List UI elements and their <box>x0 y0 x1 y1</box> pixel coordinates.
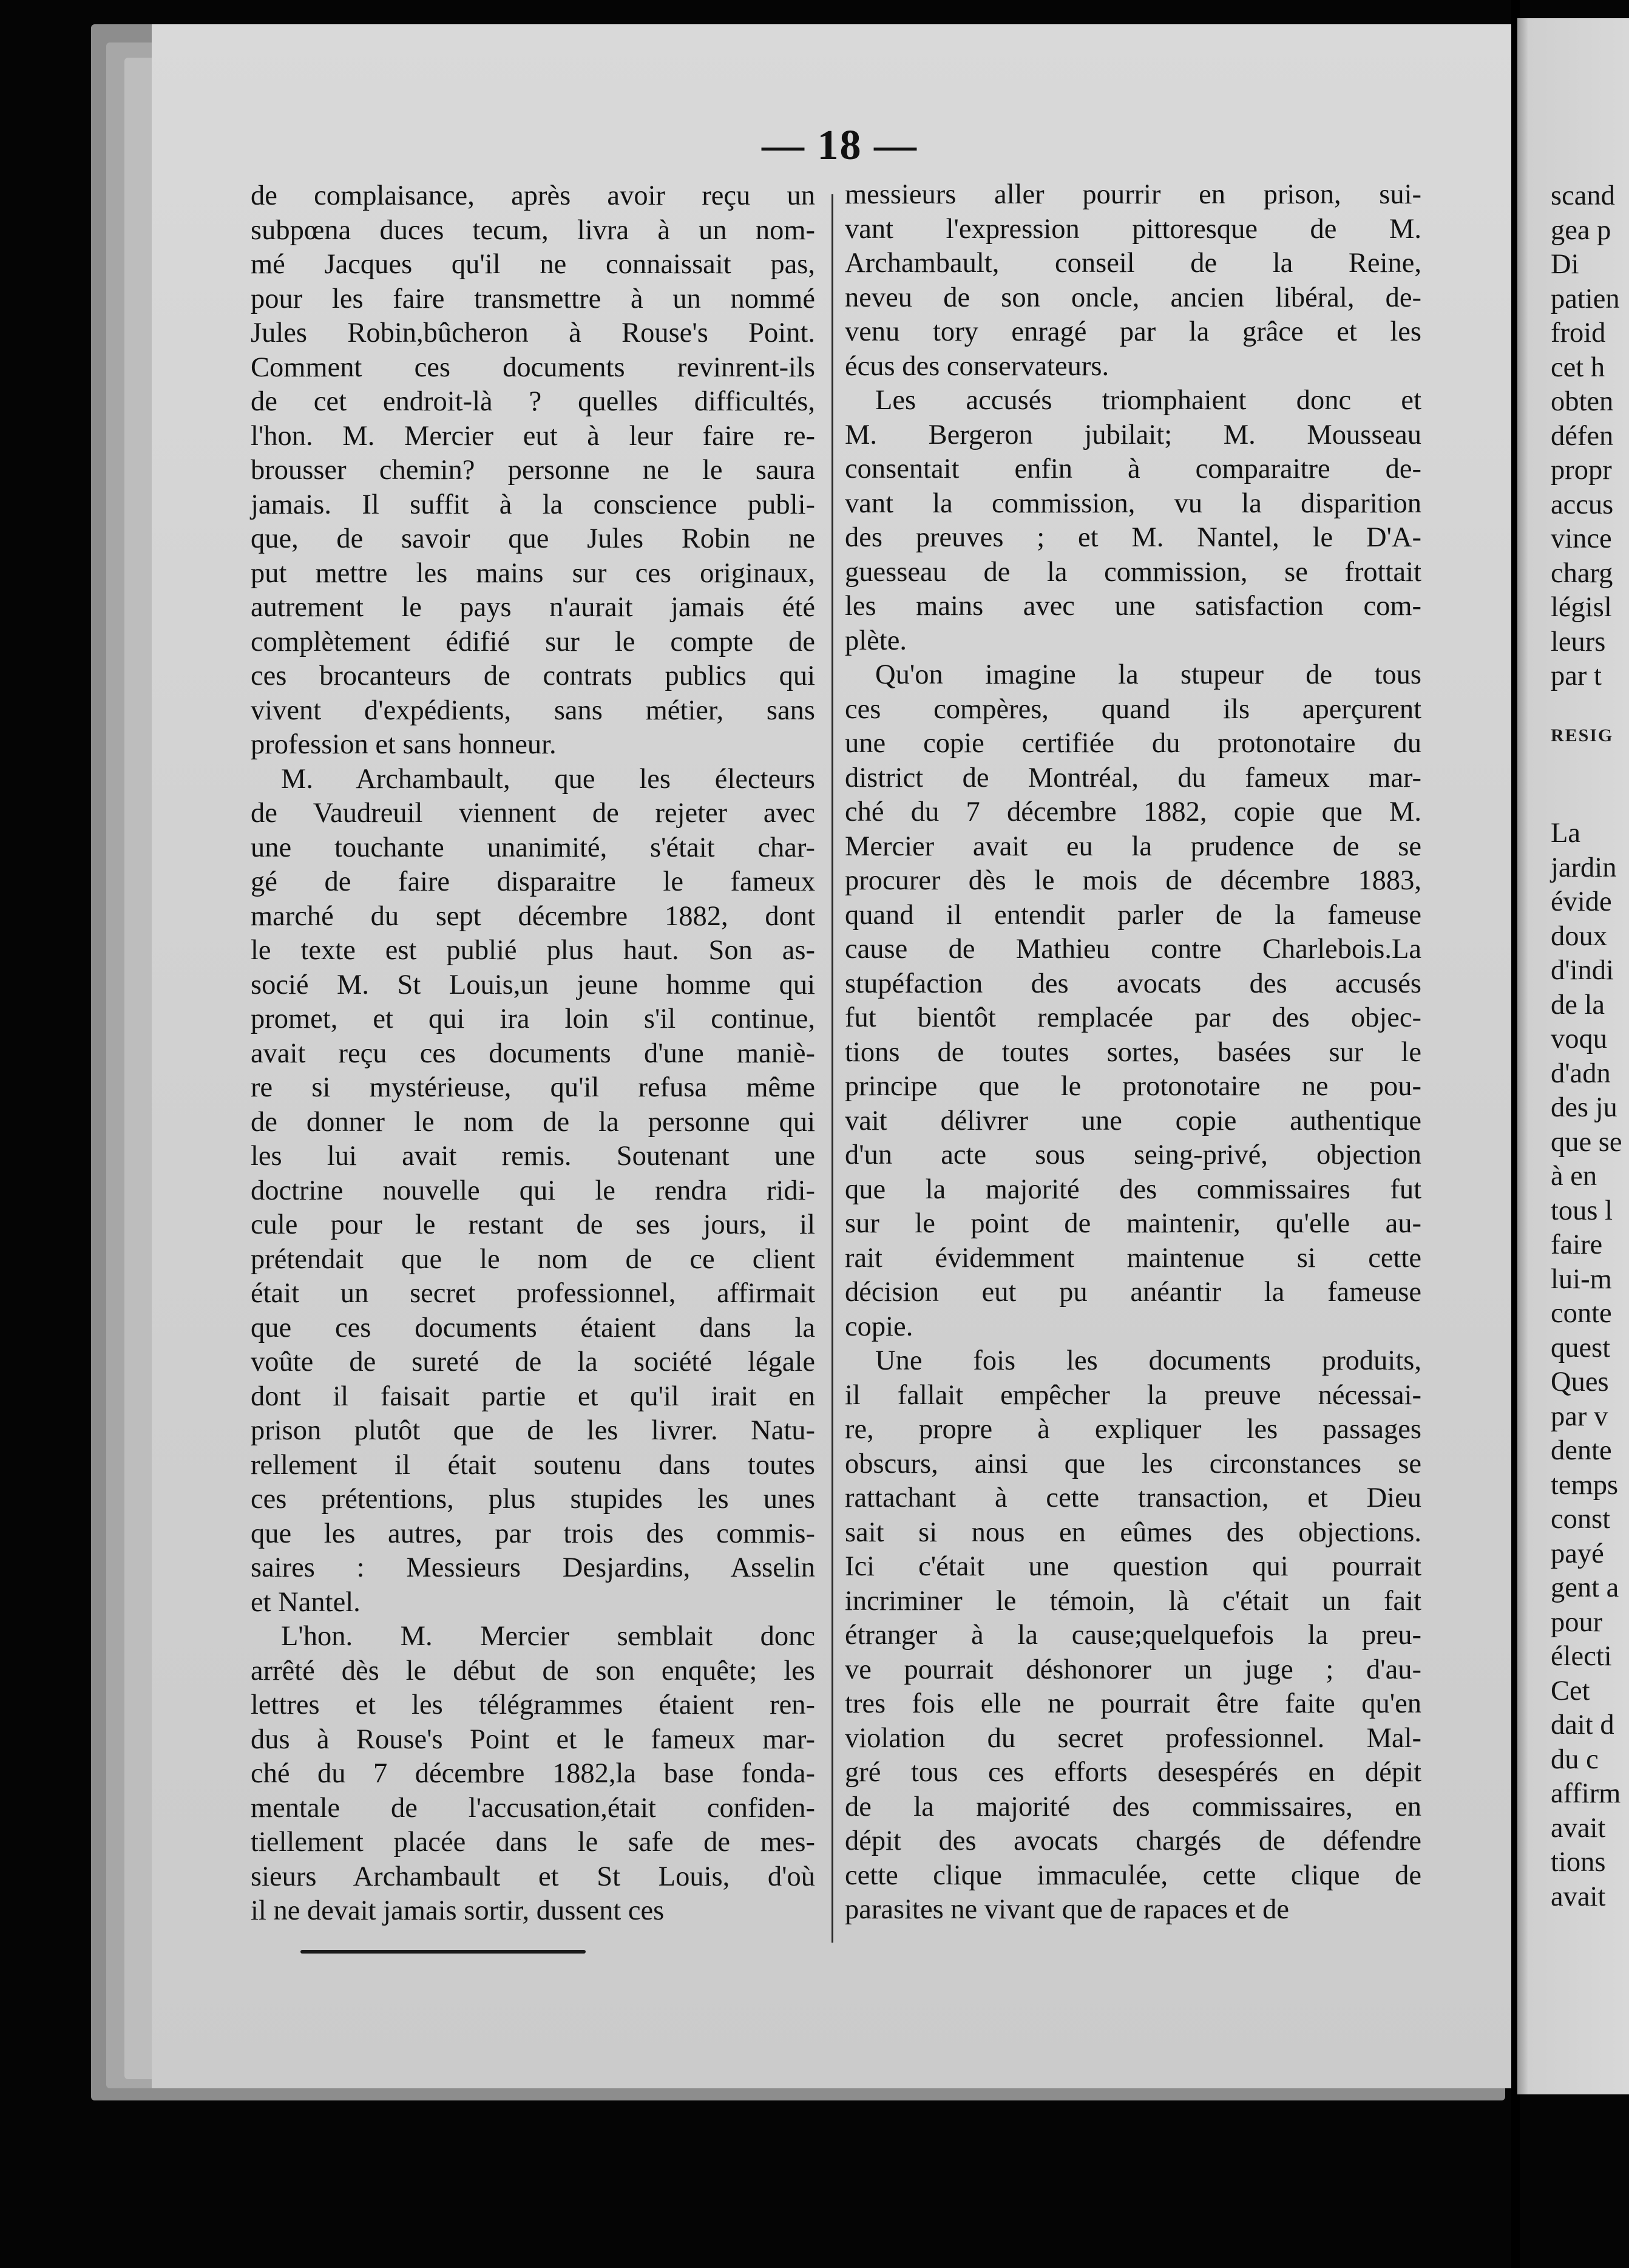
fragment-line: dente <box>1551 1435 1612 1466</box>
fragment-line: obten <box>1551 386 1614 417</box>
paragraph <box>845 178 1421 384</box>
text-line: les lui avait remis. Soutenant une <box>251 1141 815 1172</box>
fragment-line: de la <box>1551 989 1605 1020</box>
text-line: M. Bergeron jubilait; M. Mousseau <box>845 419 1421 450</box>
text-line: était un secret professionnel, affirmait <box>251 1278 815 1309</box>
fragment-line: Ques <box>1551 1367 1609 1397</box>
text-line: des preuves ; et M. Nantel, le D'A- <box>845 522 1421 553</box>
fragment-line: conte <box>1551 1298 1612 1329</box>
paragraph <box>251 179 815 762</box>
text-line: prison plutôt que de les livrer. Natu- <box>251 1415 815 1446</box>
text-line: venu tory enragé par la grâce et les <box>845 316 1421 347</box>
text-line: ché du 7 décembre 1882, copie que M. <box>845 796 1421 827</box>
fragment-line: scand <box>1551 180 1615 211</box>
text-line: jamais. Il suffit à la conscience publi- <box>251 489 815 520</box>
text-line: stupéfaction des avocats des accusés <box>845 968 1421 999</box>
text-line: re, propre à expliquer les passages <box>845 1414 1421 1445</box>
text-line: ve pourrait déshonorer un juge ; d'au- <box>845 1654 1421 1685</box>
left-text-column <box>251 179 815 1929</box>
text-line: sait si nous en eûmes des objections. <box>845 1516 1421 1548</box>
fragment-line: d'indi <box>1551 955 1614 986</box>
adjacent-page-heading: RESIG <box>1551 725 1614 745</box>
text-line: tions de toutes sortes, basées sur le <box>845 1036 1421 1068</box>
text-line: complètement édifié sur le compte de <box>251 626 815 657</box>
text-line: autrement le pays n'aurait jamais été <box>251 592 815 623</box>
fragment-line: La <box>1551 818 1581 849</box>
text-line: copie. <box>845 1311 913 1342</box>
text-line: ces compères, quand ils aperçurent <box>845 693 1421 725</box>
text-line: une touchante unanimité, s'était char- <box>251 832 815 863</box>
text-line: vant l'expression pittoresque de M. <box>845 213 1421 245</box>
text-line: voûte de sureté de la société légale <box>251 1346 815 1377</box>
fragment-line: tous l <box>1551 1195 1613 1226</box>
text-line: une copie certifiée du protonotaire du <box>845 728 1421 759</box>
text-line: vivent d'expédients, sans métier, sans <box>251 694 815 726</box>
text-line: décision eut pu anéantir la fameuse <box>845 1277 1421 1308</box>
fragment-line: jardin <box>1551 852 1617 883</box>
fragment-line: voqu <box>1551 1024 1607 1054</box>
fragment-line: lui-m <box>1551 1263 1612 1295</box>
paragraph <box>251 1620 815 1929</box>
text-line: Archambault, conseil de la Reine, <box>845 248 1421 279</box>
fragment-line: législ <box>1551 592 1612 623</box>
fragment-line: défen <box>1551 420 1614 452</box>
text-line: lettres et les télégrammes étaient ren- <box>251 1689 815 1720</box>
text-line: de cet endroit-là ? quelles difficultés, <box>251 386 815 417</box>
fragment-line: des ju <box>1551 1092 1617 1123</box>
text-line: de complaisance, après avoir reçu un <box>251 180 815 211</box>
paragraph <box>251 762 815 1620</box>
text-line: quand il entendit parler de la fameuse <box>845 899 1421 931</box>
text-line: étranger à la cause;quelquefois la preu- <box>845 1620 1421 1651</box>
text-line: sur le point de maintenir, qu'elle au- <box>845 1208 1421 1239</box>
text-line: dont il faisait partie et qu'il irait en <box>251 1380 815 1412</box>
fragment-line: patien <box>1551 283 1620 314</box>
fragment-line: à en <box>1551 1161 1597 1192</box>
fragment-line: const <box>1551 1504 1611 1535</box>
text-line: messieurs aller pourrir en prison, sui- <box>845 179 1421 210</box>
text-line: cause de Mathieu contre Charlebois.La <box>845 934 1421 965</box>
text-line: re si mystérieuse, qu'il refusa même <box>251 1072 815 1103</box>
text-line: d'un acte sous seing-privé, objection <box>845 1139 1421 1170</box>
text-line: L'hon. M. Mercier semblait donc <box>281 1621 815 1652</box>
text-line: Mercier avait eu la prudence de se <box>845 830 1421 862</box>
text-line: obscurs, ainsi que les circonstances se <box>845 1448 1421 1479</box>
text-line: principe que le protonotaire ne pou- <box>845 1071 1421 1102</box>
text-line: de Vaudreuil viennent de rejeter avec <box>251 798 815 829</box>
text-line: que, de savoir que Jules Robin ne <box>251 523 815 554</box>
text-line: de la majorité des commissaires, en <box>845 1791 1421 1822</box>
fragment-line: par t <box>1551 660 1602 691</box>
text-line: ces brocanteurs de contrats publics qui <box>251 660 815 691</box>
text-line: profession et sans honneur. <box>251 729 557 760</box>
text-line: dus à Rouse's Point et le fameux mar- <box>251 1723 815 1755</box>
text-line: rattachant à cette transaction, et Dieu <box>845 1482 1421 1513</box>
text-line: que les autres, par trois des commis- <box>251 1518 815 1549</box>
text-line: de donner le nom de la personne qui <box>251 1106 815 1138</box>
text-line: mé Jacques qu'il ne connaissait pas, <box>251 249 815 280</box>
text-line: Qu'on imagine la stupeur de tous <box>875 659 1421 690</box>
fragment-line: vince <box>1551 523 1612 554</box>
text-line: subpœna duces tecum, livra à un nom- <box>251 214 815 246</box>
text-line: procurer dès le mois de décembre 1883, <box>845 865 1421 896</box>
text-line: mentale de l'accusation,était confiden- <box>251 1792 815 1824</box>
text-line: les mains avec une satisfaction com- <box>845 591 1421 622</box>
text-line: neveu de son oncle, ancien libéral, de- <box>845 282 1421 313</box>
text-line: que ces documents étaient dans la <box>251 1312 815 1343</box>
text-line: vait délivrer une copie authentique <box>845 1105 1421 1136</box>
text-line: fut bientôt remplacée par des objec- <box>845 1002 1421 1033</box>
fragment-line: évide <box>1551 886 1612 917</box>
fragment-line: payé <box>1551 1538 1604 1569</box>
text-line: Jules Robin,bûcheron à Rouse's Point. <box>251 317 815 348</box>
fragment-line: électi <box>1551 1641 1612 1672</box>
paragraph <box>845 658 1421 1344</box>
fragment-line: du c <box>1551 1743 1599 1775</box>
text-line: tiellement placée dans le safe de mes- <box>251 1827 815 1858</box>
text-line: ché du 7 décembre 1882,la base fonda- <box>251 1758 815 1789</box>
fragment-line: Cet <box>1551 1675 1590 1706</box>
fragment-line: faire <box>1551 1229 1603 1260</box>
text-line: il ne devait jamais sortir, dussent ces <box>251 1895 665 1926</box>
text-line: Une fois les documents produits, <box>875 1345 1421 1376</box>
text-line: Les accusés triomphaient donc et <box>875 385 1421 416</box>
middle-text-column <box>845 178 1421 1927</box>
text-line: cule pour le restant de ses jours, il <box>251 1209 815 1240</box>
text-line: prétendait que le nom de ce client <box>251 1243 815 1275</box>
text-line: district de Montréal, du fameux mar- <box>845 762 1421 793</box>
fragment-line: quest <box>1551 1332 1611 1363</box>
fragment-line: gea p <box>1551 214 1611 246</box>
text-line: il fallait empêcher la preuve nécessai- <box>845 1379 1421 1411</box>
fragment-line: par v <box>1551 1401 1608 1432</box>
fragment-line: leurs <box>1551 626 1606 657</box>
paragraph <box>845 1344 1421 1927</box>
text-line: guesseau de la commission, se frottait <box>845 556 1421 588</box>
fragment-line: gent a <box>1551 1572 1619 1603</box>
text-line: gé de faire disparaitre le fameux <box>251 866 815 897</box>
text-line: tres fois elle ne pourrait être faite qu'en <box>845 1688 1421 1719</box>
text-line: incriminer le témoin, là c'était un fait <box>845 1585 1421 1617</box>
fragment-line: cet h <box>1551 351 1605 383</box>
text-line: que la majorité des commissaires fut <box>845 1173 1421 1205</box>
text-line: avait reçu ces documents d'une maniè- <box>251 1037 815 1069</box>
text-line: plète. <box>845 625 907 656</box>
fragment-line: temps <box>1551 1469 1619 1501</box>
text-line: rait évidemment maintenue si cette <box>845 1242 1421 1274</box>
fragment-line: affirm <box>1551 1778 1621 1809</box>
fragment-line: tions <box>1551 1847 1606 1878</box>
fragment-line: avait <box>1551 1812 1606 1844</box>
text-line: parasites ne vivant que de rapaces et de <box>845 1894 1290 1925</box>
text-line: l'hon. M. Mercier eut à leur faire re- <box>251 420 815 452</box>
adjacent-page-text-bottom <box>1551 817 1622 1914</box>
text-line: et Nantel. <box>251 1586 361 1618</box>
text-line: vant la commission, vu la disparition <box>845 487 1421 519</box>
text-line: le texte est publié plus haut. Son as- <box>251 935 815 966</box>
text-line: consentait enfin à comparaitre de- <box>845 453 1421 484</box>
text-line: écus des conservateurs. <box>845 350 1109 382</box>
column-divider <box>831 194 833 1943</box>
fragment-line: accus <box>1551 489 1614 520</box>
text-line: marché du sept décembre 1882, dont <box>251 900 815 932</box>
fragment-line: propr <box>1551 455 1612 486</box>
text-line: doctrine nouvelle qui le rendra ridi- <box>251 1175 815 1206</box>
fragment-line: pour <box>1551 1606 1603 1638</box>
text-line: saires : Messieurs Desjardins, Asselin <box>251 1552 815 1583</box>
text-line: Comment ces documents revinrent-ils <box>251 351 815 383</box>
text-line: cette clique immaculée, cette clique de <box>845 1859 1421 1891</box>
fragment-line: charg <box>1551 557 1613 589</box>
fragment-line: d'adn <box>1551 1058 1611 1089</box>
text-line: gré tous ces efforts desespérés en dépit <box>845 1757 1421 1788</box>
fragment-line: doux <box>1551 920 1607 952</box>
underline-rule <box>300 1950 586 1954</box>
text-line: rellement il était soutenu dans toutes <box>251 1449 815 1481</box>
fragment-line: que se <box>1551 1126 1622 1158</box>
text-line: ces prétentions, plus stupides les unes <box>251 1484 815 1515</box>
fragment-line: dait d <box>1551 1709 1614 1740</box>
text-line: pour les faire transmettre à un nommé <box>251 283 815 314</box>
text-line: dépit des avocats chargés de défendre <box>845 1825 1421 1856</box>
text-line: M. Archambault, que les électeurs <box>281 763 815 795</box>
fragment-line: Di <box>1551 249 1579 280</box>
page-number: — 18 — <box>762 122 918 169</box>
text-line: sieurs Archambault et St Louis, d'où <box>251 1861 815 1892</box>
text-line: socié M. St Louis,un jeune homme qui <box>251 969 815 1000</box>
text-line: brousser chemin? personne ne le saura <box>251 455 815 486</box>
text-line: put mettre les mains sur ces originaux, <box>251 557 815 589</box>
text-line: arrêté dès le début de son enquête; les <box>251 1655 815 1686</box>
fragment-line: avait <box>1551 1881 1606 1912</box>
fragment-line: froid <box>1551 317 1606 348</box>
text-line: promet, et qui ira loin s'il continue, <box>251 1003 815 1034</box>
adjacent-page-text-top <box>1551 179 1620 694</box>
text-line: Ici c'était une question qui pourrait <box>845 1551 1421 1582</box>
text-line: violation du secret professionnel. Mal- <box>845 1722 1421 1754</box>
paragraph <box>845 384 1421 658</box>
